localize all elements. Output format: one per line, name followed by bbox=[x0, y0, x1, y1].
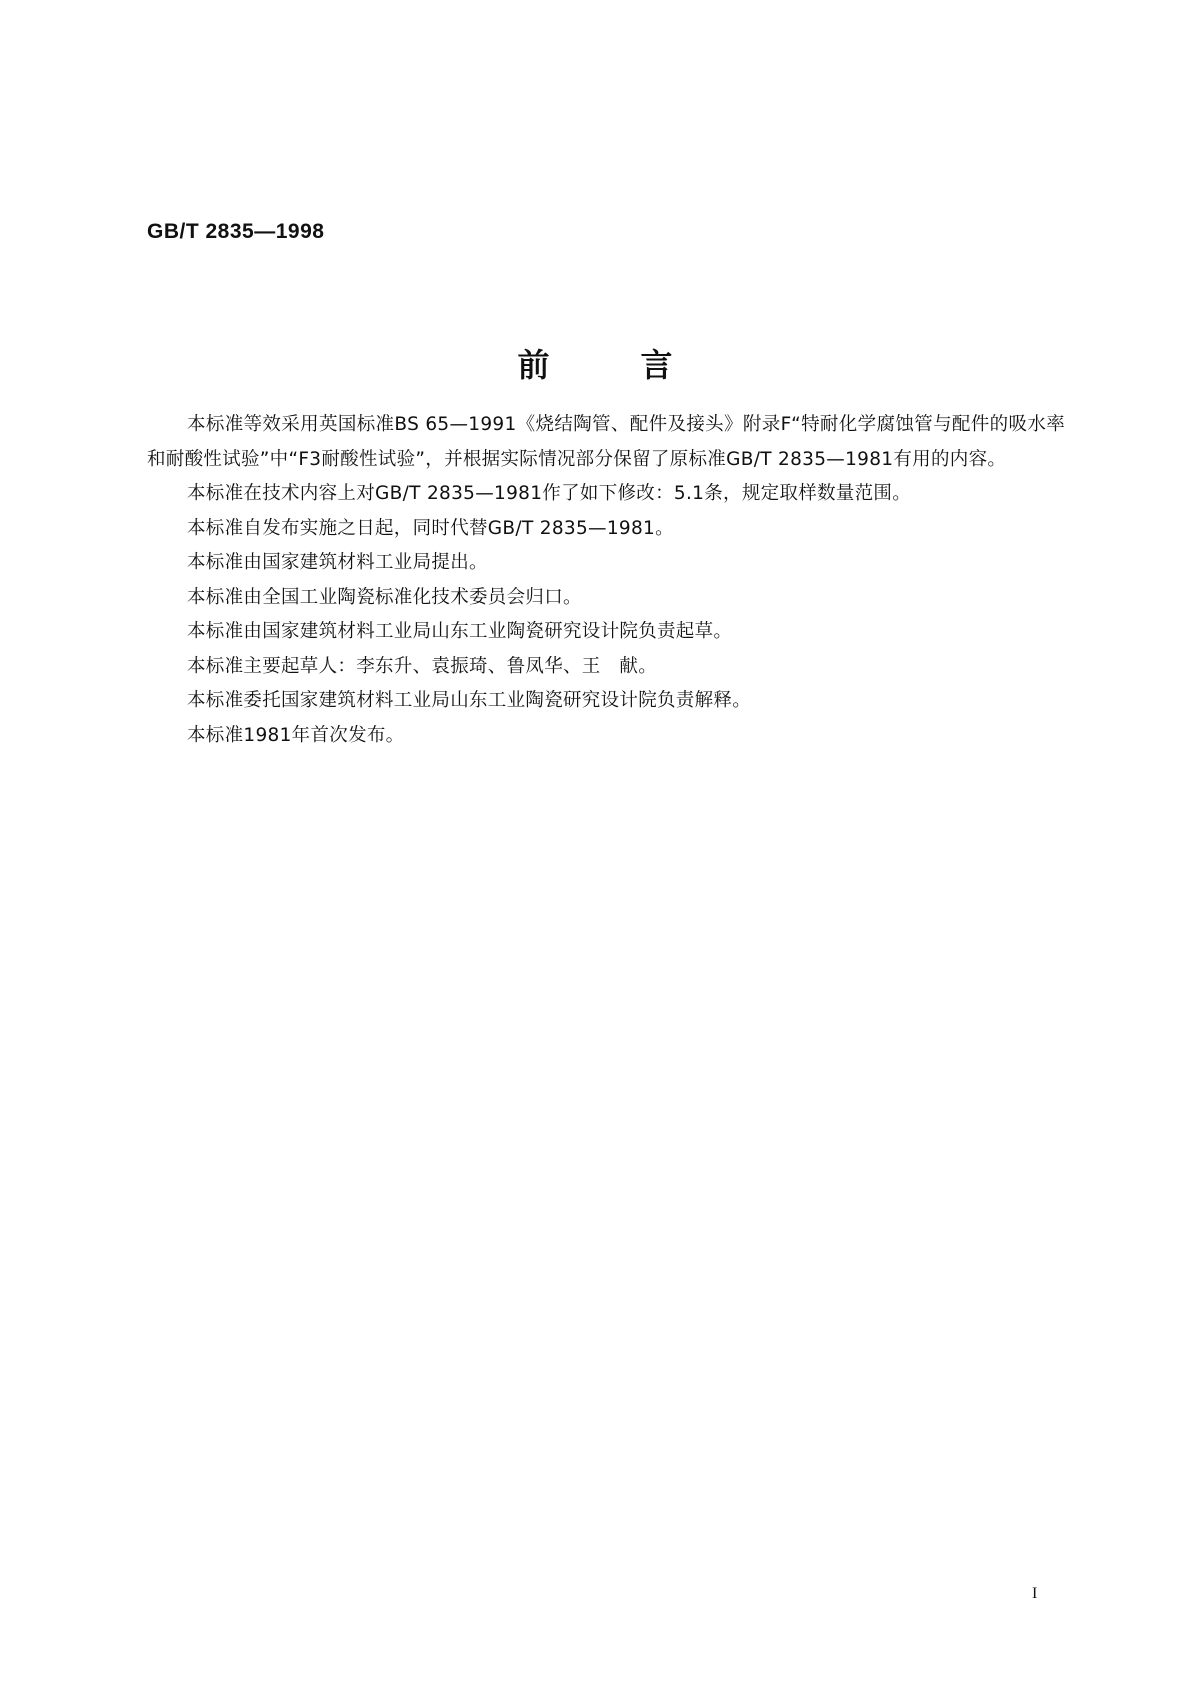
foreword-paragraph-drafting-unit: 本标准由国家建筑材料工业局山东工业陶瓷研究设计院负责起草。 bbox=[187, 621, 733, 642]
foreword-paragraph-modifications: 本标准在技术内容上对GB/T 2835—1981作了如下修改：5.1条，规定取样数量范围。 bbox=[187, 483, 912, 504]
page-number: I bbox=[1032, 1585, 1038, 1602]
foreword-paragraph-replacement: 本标准自发布实施之日起，同时代替GB/T 2835—1981。 bbox=[187, 517, 674, 539]
title-char-right: 言 bbox=[640, 346, 674, 384]
foreword-paragraph-interpretation: 本标准委托国家建筑材料工业局山东工业陶瓷研究设计院负责解释。 bbox=[187, 690, 752, 711]
page-title bbox=[0, 340, 1191, 386]
foreword-paragraph-committee: 本标准由全国工业陶瓷标准化技术委员会归口。 bbox=[187, 586, 582, 608]
foreword-paragraph-drafters: 本标准主要起草人：李东升、袁振琦、鲁凤华、王 献。 bbox=[187, 655, 658, 677]
foreword-paragraph-proposer: 本标准由国家建筑材料工业局提出。 bbox=[187, 552, 488, 573]
foreword-paragraph-adoption: 本标准等效采用英国标准BS 65—1991《烧结陶管、配件及接头》附录F“特耐化学腐蚀管与配件的吸水率和耐酸性试验”中“F3耐酸性试验”，并根据实际情况部分保留了原标准GB/T 2835—1981有用的内容。 bbox=[147, 414, 1065, 470]
foreword-body bbox=[147, 408, 1065, 753]
foreword-paragraph-first-release: 本标准1981年首次发布。 bbox=[187, 724, 405, 746]
title-char-left: 前 bbox=[517, 346, 551, 384]
standard-code: GB/T 2835—1998 bbox=[147, 220, 325, 243]
